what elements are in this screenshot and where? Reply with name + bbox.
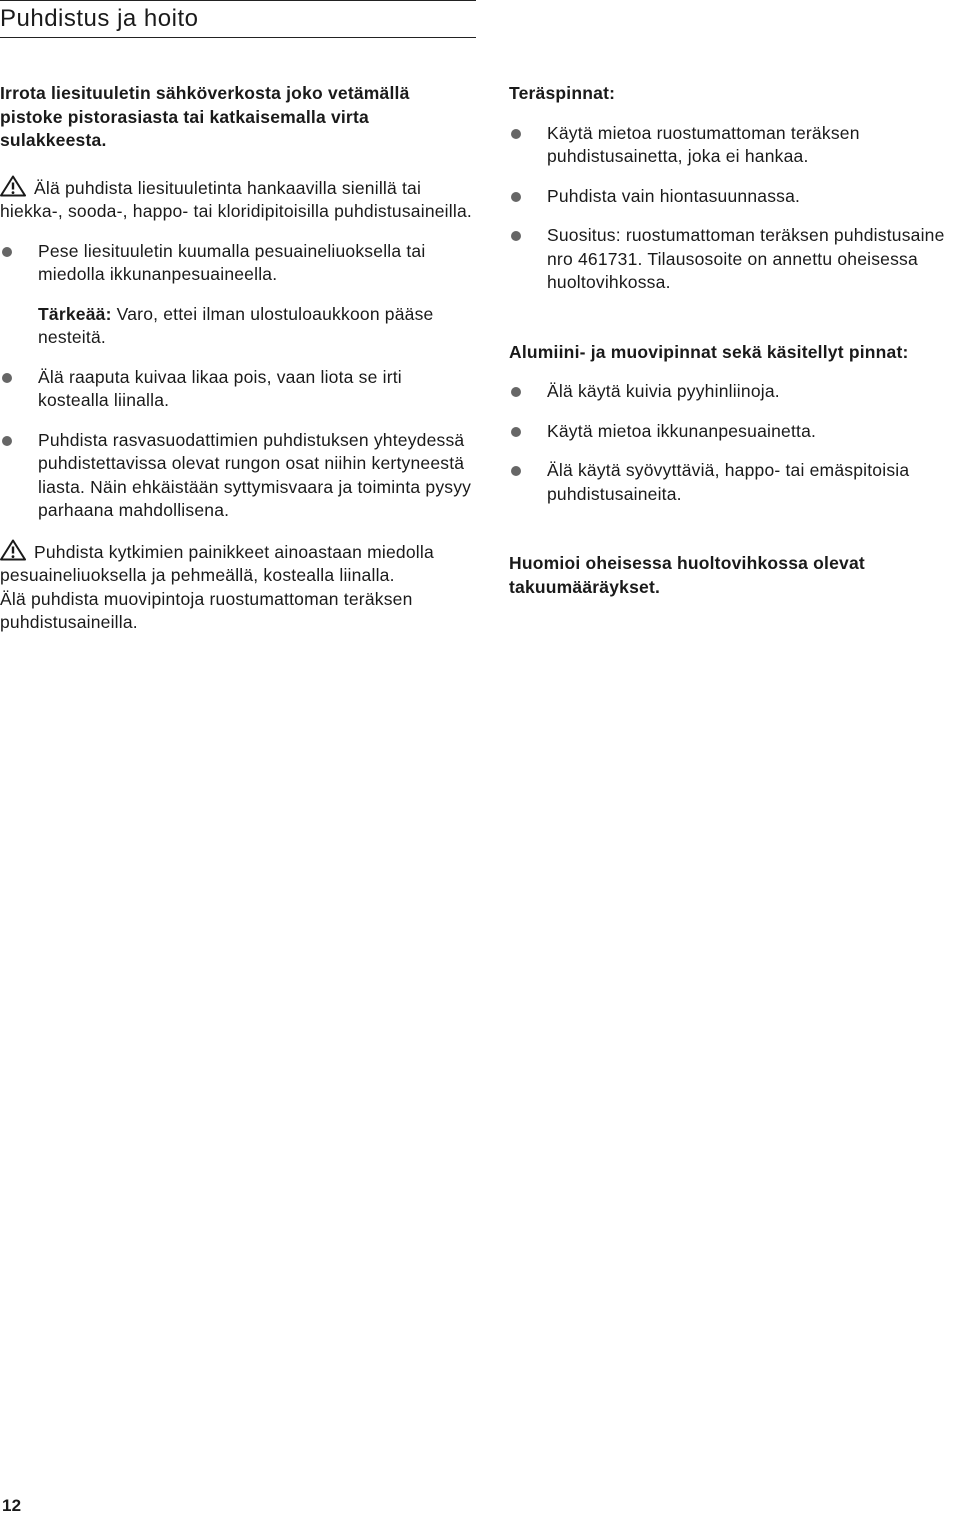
important-label: Tärkeää: — [38, 303, 112, 324]
intro-instruction: Irrota liesituuletin sähköverkosta joko vetämällä pistoke pistorasiasta tai katkaisemalla virta sulakkeesta. — [0, 83, 410, 150]
list-item: Käytä mietoa ruostumattoman teräksen puhdistusainetta, joka ei hankaa. — [509, 122, 960, 169]
plastic-note: Älä puhdista muovipintoja ruostumattoman teräksen puhdistusaineilla. — [0, 588, 413, 632]
important-note — [0, 303, 474, 350]
aluminium-heading: Alumiini- ja muovipinnat sekä käsitellyt pinnat: — [509, 341, 909, 362]
bullet-filters: Puhdista rasvasuodattimien puhdistuksen yhteydessä puhdistettavissa olevat rungon osat niihin kertyneestä liasta. Näin ehkäistään syttymisvaara ja toiminta pysyy parhaana mahdollisena. — [0, 429, 474, 523]
bullet-wash: Pese liesituuletin kuumalla pesuaineliuoksella tai miedolla ikkunanpesuaineella. — [0, 240, 474, 287]
warning-text-1: Älä puhdista liesituuletinta hankaavilla sienillä tai hiekka-, sooda-, happo- tai kloridipitoisilla puhdistusaineilla. — [0, 177, 472, 221]
warning-icon — [0, 539, 26, 561]
warning-text-2: Puhdista kytkimien painikkeet ainoastaan miedolla pesuaineliuoksella ja pehmeällä, kostealla liinalla. — [0, 541, 434, 585]
bullet-scrape: Älä raaputa kuivaa likaa pois, vaan liota se irti kostealla liinalla. — [0, 366, 474, 413]
left-column — [0, 82, 474, 635]
warranty-note: Huomioi oheisessa huoltovihkossa olevat takuumääräykset. — [509, 553, 865, 597]
warning-icon — [0, 175, 26, 197]
list-item: Puhdista vain hiontasuunnassa. — [509, 185, 960, 209]
important-text: Varo, ettei ilman ulostuloaukkoon pääse nesteitä. — [38, 303, 434, 347]
page-number: 12 — [2, 1496, 22, 1515]
list-item: Suositus: ruostumattoman teräksen puhdistusaine nro 461731. Tilausosoite on annettu oheisessa huoltovihkossa. — [509, 224, 960, 295]
steel-heading: Teräspinnat: — [509, 83, 616, 103]
list-item: Käytä mietoa ikkunanpesuainetta. — [509, 420, 960, 444]
warning-paragraph-1 — [0, 175, 474, 224]
right-column — [509, 82, 960, 599]
list-item: Älä käytä syövyttäviä, happo- tai emäspitoisia puhdistusaineita. — [509, 459, 960, 506]
list-item: Älä käytä kuivia pyyhinliinoja. — [509, 380, 960, 404]
warning-paragraph-2 — [0, 539, 474, 588]
page-title: Puhdistus ja hoito — [0, 0, 476, 38]
